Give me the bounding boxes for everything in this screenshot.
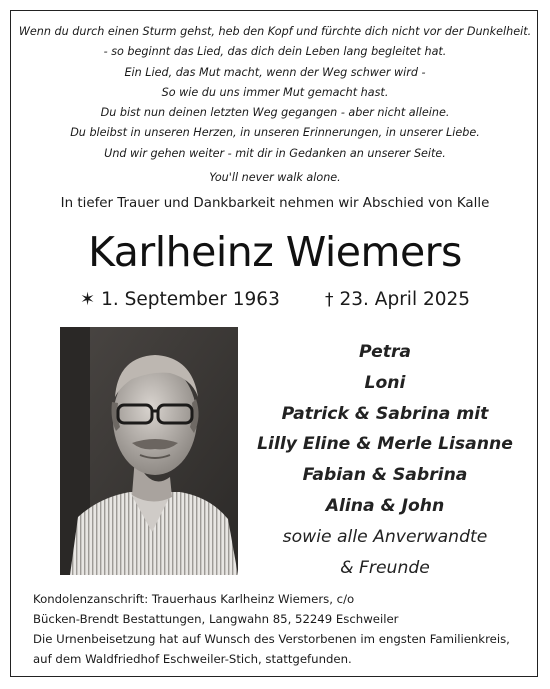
poem-closing: You'll never walk alone.	[209, 171, 341, 185]
mourner-extra: & Freunde	[340, 557, 430, 578]
portrait-photo	[60, 327, 238, 575]
portrait-illustration	[60, 327, 238, 575]
burial-line: auf dem Waldfriedhof Eschweiler-Stich, stattgefunden.	[33, 651, 352, 666]
mourner-name: Lilly Eline & Merle Lisanne	[257, 434, 513, 455]
poem-line: Ein Lied, das Mut macht, wenn der Weg schwer wird -	[124, 65, 426, 79]
death-date-text: 23. April 2025	[339, 289, 471, 310]
poem-line: Du bist nun deinen letzten Weg gegangen - aber nicht alleine.	[100, 106, 450, 120]
death-date	[325, 289, 470, 310]
mourners-list	[250, 337, 520, 583]
birth-date	[80, 289, 280, 310]
star-icon: ✶	[80, 289, 96, 310]
mourner-name: Fabian & Sabrina	[302, 465, 468, 486]
condolence-line: Bücken-Brendt Bestattungen, Langwahn 85, 52249 Eschweiler	[33, 611, 399, 626]
poem-line: Und wir gehen weiter - mit dir in Gedanken an unserer Seite.	[104, 146, 446, 160]
poem-line: So wie du uns immer Mut gemacht hast.	[161, 85, 389, 99]
poem-line: Wenn du durch einen Sturm gehst, heb den Kopf und fürchte dich nicht vor der Dunkelheit.	[18, 25, 532, 38]
mourner-name: Patrick & Sabrina mit	[281, 403, 489, 424]
condolence-line: Kondolenzanschrift: Trauerhaus Karlheinz Wiemers, c/o	[33, 592, 355, 606]
poem-line: - so beginnt das Lied, das dich dein Leben lang begleitet hat.	[103, 45, 447, 59]
burial-note	[33, 630, 533, 669]
mourner-name: Loni	[364, 372, 406, 393]
burial-line: Die Urnenbeisetzung hat auf Wunsch des Verstorbenen im engsten Familienkreis,	[33, 632, 510, 646]
mourner-name: Alina & John	[325, 495, 445, 516]
mourner-extra: sowie alle Anverwandte	[282, 526, 488, 547]
poem-line: Du bleibst in unseren Herzen, in unseren Erinnerungen, in unserer Liebe.	[70, 126, 480, 140]
deceased-name: Karlheinz Wiemers	[88, 228, 462, 276]
birth-date-text: 1. September 1963	[101, 289, 280, 310]
intro-text: In tiefer Trauer und Dankbarkeit nehmen wir Abschied von Kalle	[60, 196, 490, 211]
cross-icon: †	[325, 290, 334, 310]
mourner-name: Petra	[358, 342, 412, 362]
poem	[14, 22, 536, 188]
condolence-address	[33, 590, 533, 629]
